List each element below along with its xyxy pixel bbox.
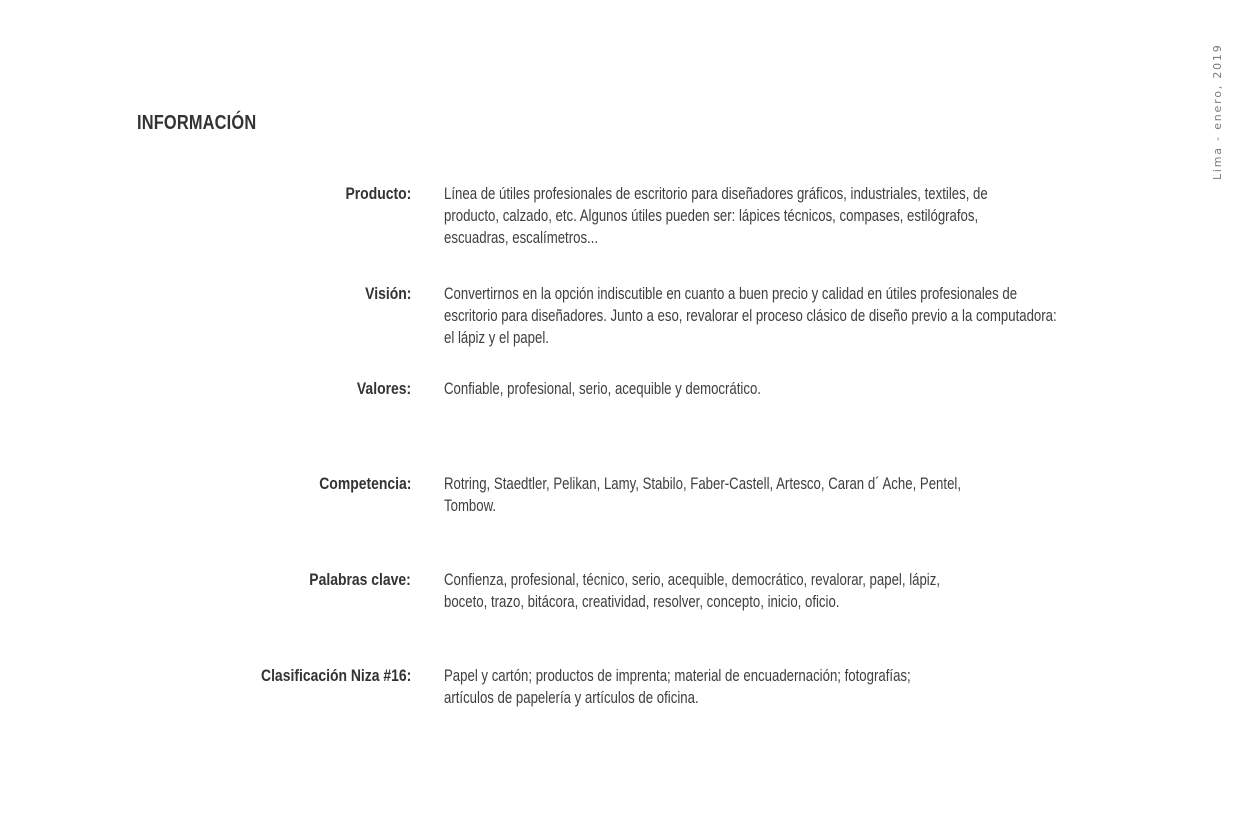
- row-text: [444, 378, 1052, 400]
- text-line: Rotring, Staedtler, Pelikan, Lamy, Stabilo, Faber-Castell, Artesco, Caran d´ Ache, Pentel,: [444, 475, 962, 493]
- text-line: Confienza, profesional, técnico, serio, acequible, democrático, revalorar, papel, lápiz,: [444, 571, 941, 589]
- row-text: [444, 569, 1052, 613]
- text-line: Papel y cartón; productos de imprenta; material de encuadernación; fotografías;: [444, 667, 911, 685]
- text-line: producto, calzado, etc. Algunos útiles pueden ser: lápices técnicos, compases, estilógrafos,: [444, 207, 979, 225]
- text-line: boceto, trazo, bitácora, creatividad, resolver, concepto, inicio, oficio.: [444, 593, 840, 611]
- text-line: Tombow.: [444, 497, 497, 515]
- row-label: Palabras clave:: [309, 570, 411, 589]
- row-label: Producto:: [345, 184, 411, 203]
- text-line: Línea de útiles profesionales de escritorio para diseñadores gráficos, industriales, textiles, de: [444, 185, 988, 203]
- text-line: escuadras, escalímetros...: [444, 229, 599, 247]
- row-text: [444, 183, 1052, 249]
- page-title: INFORMACIÓN: [137, 112, 257, 134]
- text-line: Convertirnos en la opción indiscutible en cuanto a buen precio y calidad en útiles profesionales de: [444, 285, 1018, 303]
- row-label: Valores:: [356, 379, 411, 398]
- text-line: escritorio para diseñadores. Junto a eso, revalorar el proceso clásico de diseño previo a la computadora:: [444, 307, 1057, 325]
- text-line: el lápiz y el papel.: [444, 329, 549, 347]
- row-label: Clasificación Niza #16:: [260, 666, 411, 685]
- side-note: Lima - enero, 2019: [1211, 43, 1224, 180]
- row-text: [444, 473, 1052, 517]
- row-text: [444, 665, 1052, 709]
- row-label: Competencia:: [318, 474, 411, 493]
- text-line: artículos de papelería y artículos de oficina.: [444, 689, 699, 707]
- text-line: Confiable, profesional, serio, acequible y democrático.: [444, 380, 761, 398]
- row-text: [444, 283, 1057, 349]
- row-label: Visión:: [364, 284, 411, 303]
